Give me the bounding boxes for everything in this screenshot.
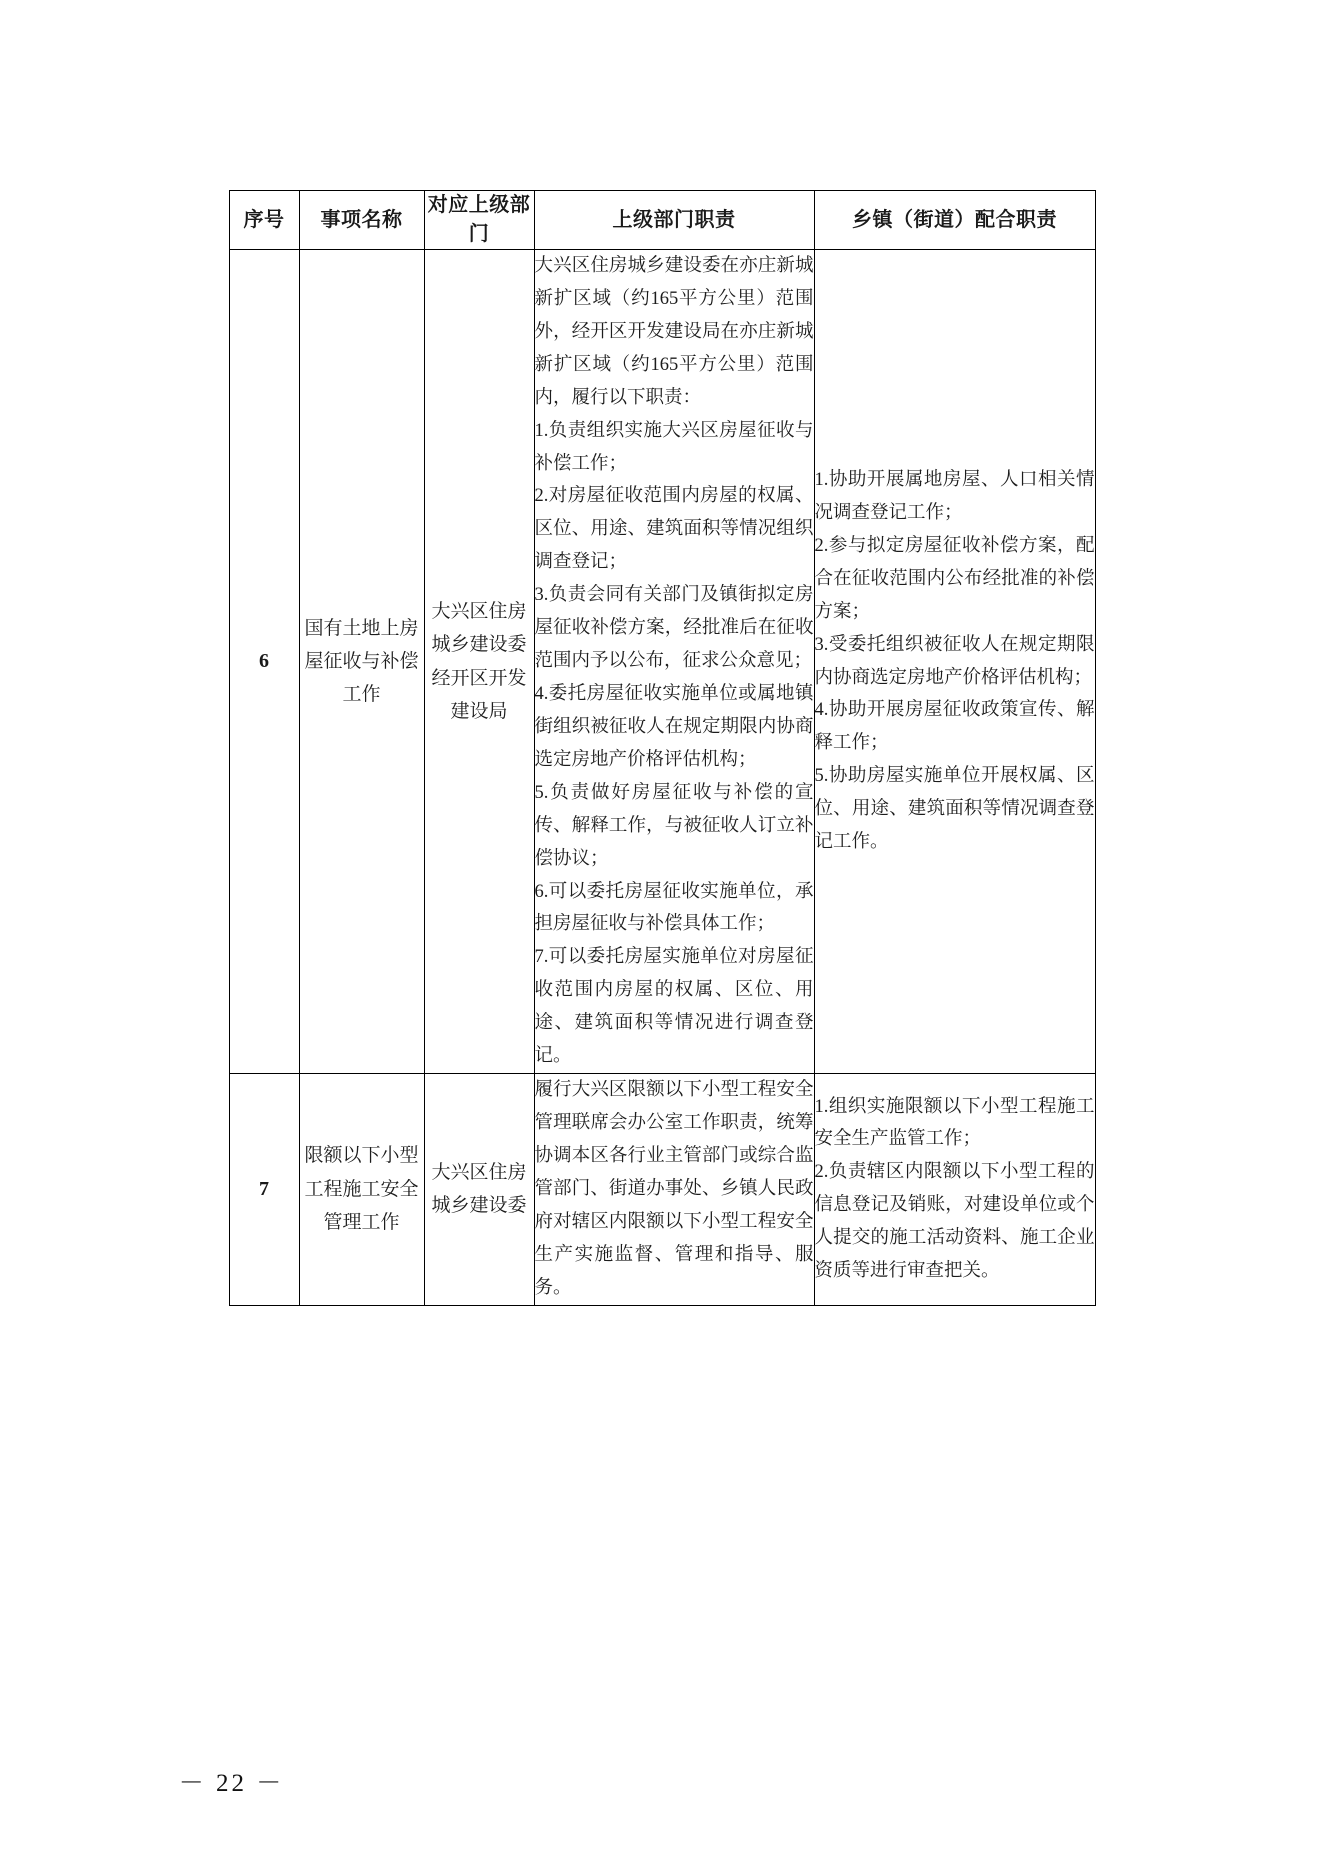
row-township-duties (814, 250, 1095, 1074)
column-header-item: 事项名称 (299, 191, 424, 250)
row-item-name: 限额以下小型工程施工安全管理工作 (299, 1074, 424, 1305)
paragraph: 5.协助房屋实施单位开展权属、区位、用途、建筑面积等情况调查登记工作。 (814, 766, 1095, 853)
column-header-superior-duties: 上级部门职责 (534, 191, 814, 250)
page-footer (0, 1763, 1323, 1799)
responsibility-table (229, 190, 1096, 1306)
table-header (229, 191, 1095, 250)
paragraph: 2.参与拟定房屋征收补偿方案，配合在征收范围内公布经批准的补偿方案； (814, 535, 1095, 622)
table-body (229, 250, 1095, 1306)
table-row (229, 1074, 1095, 1305)
row-item-name: 国有土地上房屋征收与补偿工作 (299, 250, 424, 1074)
table-row (229, 250, 1095, 1074)
page-number: － 22 － (178, 1770, 285, 1797)
paragraph: 2.对房屋征收范围内房屋的权属、区位、用途、建筑面积等情况组织调查登记； (534, 486, 814, 573)
paragraph: 3.受委托组织被征收人在规定期限内协商选定房地产价格评估机构； (814, 634, 1095, 688)
row-township-duties (814, 1074, 1095, 1305)
row-number: 7 (229, 1074, 299, 1305)
table-header-row (229, 191, 1095, 250)
column-header-superior-dept: 对应上级部门 (424, 191, 534, 250)
column-header-no: 序号 (229, 191, 299, 250)
paragraph: 6.可以委托房屋征收实施单位，承担房屋征收与补偿具体工作； (534, 881, 814, 935)
paragraph: 1.协助开展属地房屋、人口相关情况调查登记工作； (814, 469, 1095, 523)
row-superior-dept: 大兴区住房城乡建设委经开区开发建设局 (424, 250, 534, 1074)
paragraph: 2.负责辖区内限额以下小型工程的信息登记及销账，对建设单位或个人提交的施工活动资料、施工企业资质等进行审查把关。 (814, 1162, 1095, 1282)
table-container (229, 190, 1095, 1306)
row-superior-duties (534, 1074, 814, 1305)
paragraph: 大兴区住房城乡建设委在亦庄新城新扩区域（约165平方公里）范围外，经开区开发建设局在亦庄新城新扩区域（约165平方公里）范围内，履行以下职责： (534, 256, 814, 408)
paragraph: 7.可以委托房屋实施单位对房屋征收范围内房屋的权属、区位、用途、建筑面积等情况进行调查登记。 (534, 947, 814, 1067)
paragraph: 4.委托房屋征收实施单位或属地镇街组织被征收人在规定期限内协商选定房地产价格评估机构； (534, 683, 814, 770)
paragraph: 1.组织实施限额以下小型工程施工安全生产监管工作； (814, 1096, 1095, 1150)
paragraph: 履行大兴区限额以下小型工程安全管理联席会办公室工作职责，统筹协调本区各行业主管部门或综合监管部门、街道办事处、乡镇人民政府对辖区内限额以下小型工程安全生产实施监督、管理和指导、服务。 (534, 1080, 814, 1298)
paragraph: 3.负责会同有关部门及镇街拟定房屋征收补偿方案，经批准后在征收范围内予以公布，征求公众意见； (534, 585, 814, 672)
column-header-township-duties: 乡镇（街道）配合职责 (814, 191, 1095, 250)
paragraph: 1.负责组织实施大兴区房屋征收与补偿工作； (534, 420, 814, 474)
paragraph: 4.协助开展房屋征收政策宣传、解释工作； (814, 700, 1095, 754)
row-superior-dept: 大兴区住房城乡建设委 (424, 1074, 534, 1305)
paragraph: 5.负责做好房屋征收与补偿的宣传、解释工作，与被征收人订立补偿协议； (534, 782, 814, 869)
row-superior-duties (534, 250, 814, 1074)
row-number: 6 (229, 250, 299, 1074)
